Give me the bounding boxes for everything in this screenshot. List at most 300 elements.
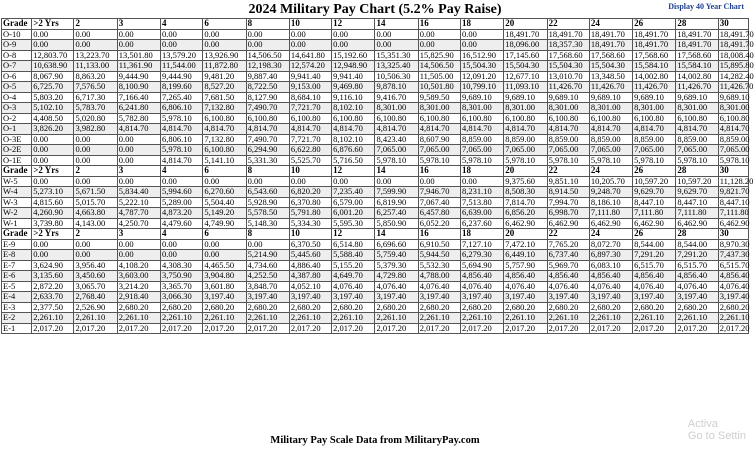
pay-cell: 2,017.20 bbox=[504, 323, 547, 334]
pay-cell: 2,017.20 bbox=[117, 323, 160, 334]
years-header: 18 bbox=[461, 229, 504, 240]
pay-cell: 0.00 bbox=[74, 176, 117, 187]
pay-cell: 6,100.80 bbox=[461, 113, 504, 124]
pay-cell: 5,757.90 bbox=[504, 260, 547, 271]
years-header: 12 bbox=[332, 166, 375, 177]
pay-row bbox=[2, 71, 749, 82]
pay-cell: 7,065.00 bbox=[633, 145, 676, 156]
pay-cell: 10,506.30 bbox=[375, 71, 418, 82]
pay-cell: 5,978.10 bbox=[375, 155, 418, 166]
pay-cell: 8,301.00 bbox=[719, 102, 750, 112]
pay-cell: 6,462.90 bbox=[719, 217, 750, 228]
pay-cell: 3,624.90 bbox=[32, 260, 74, 271]
pay-cell: 6,457.80 bbox=[418, 208, 460, 219]
years-header: 16 bbox=[418, 166, 460, 177]
pay-cell: 0.00 bbox=[332, 29, 375, 40]
pay-cell: 6,820.20 bbox=[289, 187, 331, 198]
pay-cell: 5,978.10 bbox=[418, 155, 460, 166]
pay-cell: 6,100.80 bbox=[418, 113, 460, 124]
pay-cell: 0.00 bbox=[461, 29, 504, 40]
pay-cell: 4,856.40 bbox=[589, 271, 632, 282]
pay-cell: 18,491.70 bbox=[719, 39, 754, 49]
pay-cell: 6,639.00 bbox=[461, 208, 504, 219]
pay-cell: 12,091.20 bbox=[461, 71, 504, 82]
pay-cell: 3,197.40 bbox=[633, 292, 676, 303]
pay-cell: 5,334.30 bbox=[289, 218, 331, 229]
pay-cell: 5,928.90 bbox=[246, 197, 289, 208]
pay-cell: 8,301.00 bbox=[547, 103, 589, 114]
pay-cell: 4,814.70 bbox=[161, 155, 203, 166]
pay-cell: 2,261.10 bbox=[504, 313, 547, 324]
years-header: 2 bbox=[74, 19, 117, 30]
pay-cell: 2,680.20 bbox=[289, 302, 331, 313]
pay-cell: 4,814.70 bbox=[375, 124, 418, 135]
grade-header: Grade bbox=[2, 19, 32, 30]
pay-cell: 9,248.70 bbox=[589, 187, 632, 198]
pay-cell: 0.00 bbox=[418, 29, 460, 40]
pay-cell: 5,671.50 bbox=[74, 187, 117, 198]
pay-cell: 6,515.70 bbox=[676, 260, 718, 271]
pay-cell: 5,978.10 bbox=[161, 145, 203, 156]
pay-cell: 0.00 bbox=[117, 145, 160, 156]
pay-row bbox=[2, 187, 749, 198]
years-header: 2 bbox=[74, 229, 117, 240]
pay-cell: 17,145.60 bbox=[504, 50, 547, 61]
pay-cell: 2,017.20 bbox=[375, 323, 418, 334]
years-header: 28 bbox=[676, 166, 718, 177]
pay-cell: 0.00 bbox=[32, 145, 74, 156]
pay-cell: 5,214.90 bbox=[246, 250, 289, 261]
pay-cell: 10,205.70 bbox=[589, 176, 632, 187]
pay-cell: 0.00 bbox=[246, 239, 289, 250]
pay-cell: 8,067.90 bbox=[32, 71, 74, 82]
years-header: 3 bbox=[117, 166, 160, 177]
grade-cell: W-3 bbox=[2, 197, 32, 208]
pay-cell: 3,197.40 bbox=[461, 292, 504, 303]
pay-cell: 4,076.40 bbox=[504, 281, 547, 292]
pay-row bbox=[2, 134, 749, 145]
pay-row bbox=[2, 281, 749, 292]
pay-cell: 9,153.00 bbox=[289, 82, 331, 93]
pay-cell: 0.00 bbox=[375, 40, 418, 51]
pay-cell: 3,197.40 bbox=[289, 292, 331, 303]
pay-cell: 4,856.40 bbox=[504, 271, 547, 282]
pay-cell: 7,065.00 bbox=[589, 145, 632, 156]
pay-cell: 15,504.30 bbox=[547, 61, 589, 72]
pay-cell: 7,513.80 bbox=[461, 197, 504, 208]
pay-cell: 6,052.20 bbox=[418, 218, 460, 229]
pay-cell: 2,680.20 bbox=[547, 302, 589, 313]
pay-cell: 4,076.40 bbox=[589, 281, 632, 292]
grade-cell: O-9 bbox=[2, 40, 32, 51]
pay-cell: 10,597.20 bbox=[633, 176, 676, 187]
pay-cell: 15,584.10 bbox=[633, 61, 676, 72]
pay-chart-table bbox=[1, 18, 754, 334]
pay-cell: 7,994.70 bbox=[547, 197, 589, 208]
pay-cell: 0.00 bbox=[289, 29, 331, 40]
pay-cell: 2,680.20 bbox=[676, 302, 718, 313]
pay-cell: 0.00 bbox=[246, 176, 289, 187]
pay-cell: 6,998.70 bbox=[547, 208, 589, 219]
grade-cell: W-5 bbox=[2, 176, 32, 187]
years-header: 26 bbox=[633, 166, 676, 177]
pay-row bbox=[2, 313, 749, 324]
pay-cell: 5,994.60 bbox=[161, 187, 203, 198]
pay-cell: 9,589.50 bbox=[418, 92, 460, 103]
pay-cell: 4,856.40 bbox=[719, 270, 750, 280]
pay-cell: 9,821.70 bbox=[719, 186, 750, 196]
pay-cell: 3,197.40 bbox=[589, 292, 632, 303]
pay-cell: 5,978.10 bbox=[676, 155, 718, 166]
pay-cell: 6,717.30 bbox=[74, 92, 117, 103]
pay-cell: 0.00 bbox=[117, 134, 160, 145]
pay-cell: 2,680.20 bbox=[203, 302, 246, 313]
pay-cell: 8,447.10 bbox=[719, 196, 750, 207]
pay-cell: 4,387.80 bbox=[289, 271, 331, 282]
pay-cell: 8,231.10 bbox=[461, 187, 504, 198]
pay-cell: 7,111.80 bbox=[719, 207, 749, 217]
years-header: 14 bbox=[375, 229, 418, 240]
pay-cell: 2,680.20 bbox=[375, 302, 418, 313]
pay-cell: 2,680.20 bbox=[504, 302, 547, 313]
pay-cell: 2,680.20 bbox=[418, 302, 460, 313]
pay-row bbox=[2, 197, 749, 208]
pay-cell: 2,261.10 bbox=[161, 313, 203, 324]
pay-cell: 0.00 bbox=[203, 29, 246, 40]
pay-cell: 7,065.00 bbox=[461, 145, 504, 156]
pay-cell: 5,791.80 bbox=[289, 208, 331, 219]
pay-cell: 3,750.90 bbox=[161, 271, 203, 282]
pay-cell: 2,680.20 bbox=[461, 302, 504, 313]
years-header: >2 Yrs bbox=[32, 19, 74, 30]
pay-cell: 0.00 bbox=[117, 29, 160, 40]
pay-cell: 0.00 bbox=[332, 176, 375, 187]
pay-cell: 10,799.10 bbox=[461, 82, 504, 93]
pay-cell: 6,696.60 bbox=[375, 239, 418, 250]
pay-cell: 6,100.80 bbox=[375, 113, 418, 124]
pay-cell: 12,198.30 bbox=[246, 61, 289, 72]
pay-cell: 18,491.70 bbox=[633, 29, 676, 40]
pay-cell: 6,514.80 bbox=[332, 239, 375, 250]
pay-cell: 8,102.10 bbox=[332, 103, 375, 114]
pay-cell: 5,331.30 bbox=[246, 155, 289, 166]
pay-cell: 5,716.50 bbox=[332, 155, 375, 166]
pay-cell: 9,689.10 bbox=[589, 92, 632, 103]
pay-cell: 8,970.30 bbox=[719, 238, 750, 249]
pay-cell: 5,944.50 bbox=[418, 250, 460, 261]
pay-cell: 16,512.90 bbox=[461, 50, 504, 61]
grade-cell: W-1 bbox=[2, 218, 32, 229]
pay-cell: 0.00 bbox=[375, 176, 418, 187]
pay-cell: 6,856.20 bbox=[504, 208, 547, 219]
pay-cell: 6,462.90 bbox=[633, 218, 676, 229]
pay-cell: 6,370.50 bbox=[289, 239, 331, 250]
grade-cell: O-7 bbox=[2, 61, 32, 72]
pay-cell: 4,886.40 bbox=[289, 260, 331, 271]
pay-cell: 2,017.20 bbox=[547, 323, 589, 334]
pay-cell: 4,729.80 bbox=[375, 271, 418, 282]
pay-row bbox=[2, 250, 749, 261]
pay-cell: 3,197.40 bbox=[418, 292, 460, 303]
display-40-year-chart-link[interactable]: Display 40 Year Chart bbox=[668, 2, 744, 11]
pay-cell: 5,803.20 bbox=[32, 92, 74, 103]
pay-cell: 4,814.70 bbox=[289, 124, 331, 135]
pay-cell: 4,076.40 bbox=[418, 281, 460, 292]
pay-cell: 5,273.10 bbox=[32, 187, 74, 198]
grade-cell: O-2 bbox=[2, 113, 32, 124]
pay-cell: 2,261.10 bbox=[289, 313, 331, 324]
pay-cell: 4,479.60 bbox=[161, 218, 203, 229]
pay-cell: 18,096.00 bbox=[504, 40, 547, 51]
pay-cell: 2,017.20 bbox=[32, 323, 74, 334]
pay-cell: 0.00 bbox=[32, 250, 74, 261]
pay-cell: 3,197.40 bbox=[547, 292, 589, 303]
pay-cell: 4,814.70 bbox=[547, 124, 589, 135]
pay-cell: 5,782.80 bbox=[117, 113, 160, 124]
pay-row bbox=[2, 239, 749, 250]
pay-cell: 7,065.00 bbox=[375, 145, 418, 156]
pay-cell: 11,872.80 bbox=[203, 61, 246, 72]
years-header: 22 bbox=[547, 229, 589, 240]
pay-cell: 17,568.60 bbox=[633, 50, 676, 61]
pay-cell: 4,260.90 bbox=[32, 208, 74, 219]
pay-cell: 0.00 bbox=[32, 176, 74, 187]
pay-cell: 12,677.10 bbox=[504, 71, 547, 82]
grade-cell: E-9 bbox=[2, 239, 32, 250]
grade-cell: O-3E bbox=[2, 134, 32, 145]
pay-cell: 7,599.90 bbox=[375, 187, 418, 198]
pay-cell: 3,982.80 bbox=[74, 124, 117, 135]
section-header-row bbox=[2, 166, 749, 177]
pay-cell: 8,301.00 bbox=[676, 103, 718, 114]
pay-cell: 6,806.10 bbox=[161, 134, 203, 145]
pay-cell: 4,787.70 bbox=[117, 208, 160, 219]
years-header: 30 bbox=[718, 166, 748, 177]
pay-cell: 6,737.40 bbox=[547, 250, 589, 261]
years-header: 6 bbox=[203, 19, 246, 30]
pay-cell: 12,803.70 bbox=[32, 50, 74, 61]
pay-cell: 6,543.60 bbox=[246, 187, 289, 198]
pay-cell: 4,856.40 bbox=[547, 271, 589, 282]
pay-cell: 11,093.10 bbox=[504, 82, 547, 93]
years-header: 10 bbox=[289, 166, 331, 177]
pay-cell: 2,261.10 bbox=[117, 313, 160, 324]
pay-cell: 6,725.70 bbox=[32, 82, 74, 93]
pay-cell: 2,680.20 bbox=[246, 302, 289, 313]
pay-cell: 4,076.40 bbox=[633, 281, 676, 292]
years-header: 18 bbox=[461, 166, 504, 177]
pay-cell: 0.00 bbox=[117, 155, 160, 166]
pay-cell: 2,768.40 bbox=[74, 292, 117, 303]
pay-cell: 6,515.70 bbox=[719, 259, 750, 270]
pay-cell: 18,491.70 bbox=[589, 40, 632, 51]
grade-cell: W-2 bbox=[2, 208, 32, 219]
pay-cell: 10,501.80 bbox=[418, 82, 460, 93]
years-header: 12 bbox=[332, 19, 375, 30]
pay-cell: 3,603.00 bbox=[117, 271, 160, 282]
years-header: >2 Yrs bbox=[32, 166, 74, 177]
pay-cell: 8,859.00 bbox=[719, 133, 750, 144]
pay-row bbox=[2, 176, 749, 187]
pay-cell: 18,491.70 bbox=[504, 29, 547, 40]
pay-cell: 18,491.70 bbox=[589, 29, 632, 40]
pay-cell: 2,872.20 bbox=[32, 281, 74, 292]
pay-cell: 8,072.70 bbox=[589, 239, 632, 250]
pay-cell: 17,568.60 bbox=[589, 50, 632, 61]
pay-cell: 5,978.10 bbox=[161, 113, 203, 124]
pay-cell: 8,423.40 bbox=[375, 134, 418, 145]
pay-cell: 4,814.70 bbox=[461, 124, 504, 135]
pay-cell: 6,462.90 bbox=[676, 218, 718, 229]
pay-cell: 9,689.10 bbox=[719, 91, 750, 102]
pay-cell: 7,490.70 bbox=[246, 134, 289, 145]
pay-cell: 4,814.70 bbox=[633, 124, 676, 135]
pay-cell: 5,978.10 bbox=[504, 155, 547, 166]
pay-cell: 2,261.10 bbox=[74, 313, 117, 324]
pay-cell: 4,143.00 bbox=[74, 218, 117, 229]
pay-cell: 7,721.70 bbox=[289, 103, 331, 114]
pay-row bbox=[2, 218, 749, 229]
source-footer: Military Pay Scale Data from MilitaryPay.com bbox=[270, 435, 480, 446]
pay-cell: 6,100.80 bbox=[246, 113, 289, 124]
pay-cell: 4,308.30 bbox=[161, 260, 203, 271]
pay-cell: 5,978.10 bbox=[589, 155, 632, 166]
pay-cell: 4,465.50 bbox=[203, 260, 246, 271]
pay-cell: 0.00 bbox=[74, 134, 117, 145]
pay-cell: 0.00 bbox=[74, 155, 117, 166]
pay-cell: 2,017.20 bbox=[633, 323, 676, 334]
pay-cell: 3,197.40 bbox=[504, 292, 547, 303]
pay-cell: 6,100.80 bbox=[203, 145, 246, 156]
years-header: 8 bbox=[246, 229, 289, 240]
section-header-row bbox=[2, 19, 749, 30]
pay-row bbox=[2, 92, 749, 103]
pay-cell: 2,017.20 bbox=[203, 323, 246, 334]
years-header: 24 bbox=[589, 229, 632, 240]
pay-cell: 7,721.70 bbox=[289, 134, 331, 145]
pay-cell: 14,282.40 bbox=[719, 70, 754, 81]
pay-cell: 6,001.20 bbox=[332, 208, 375, 219]
years-header: 14 bbox=[375, 19, 418, 30]
pay-cell: 5,850.90 bbox=[375, 218, 418, 229]
pay-cell: 0.00 bbox=[418, 176, 460, 187]
pay-cell: 8,301.00 bbox=[504, 103, 547, 114]
pay-cell: 0.00 bbox=[117, 250, 160, 261]
years-header: 26 bbox=[633, 19, 676, 30]
pay-cell: 7,065.00 bbox=[418, 145, 460, 156]
pay-cell: 6,241.80 bbox=[117, 103, 160, 114]
pay-cell: 2,261.10 bbox=[547, 313, 589, 324]
pay-cell: 6,279.30 bbox=[461, 250, 504, 261]
years-header: 4 bbox=[161, 19, 203, 30]
pay-cell: 7,132.80 bbox=[203, 103, 246, 114]
pay-cell: 11,426.70 bbox=[719, 81, 754, 91]
pay-cell: 2,261.10 bbox=[32, 313, 74, 324]
years-header: 3 bbox=[117, 229, 160, 240]
pay-row bbox=[2, 40, 749, 51]
pay-cell: 5,978.10 bbox=[461, 155, 504, 166]
pay-cell: 12,948.90 bbox=[332, 61, 375, 72]
pay-cell: 6,100.80 bbox=[289, 113, 331, 124]
pay-cell: 7,111.80 bbox=[633, 208, 676, 219]
pay-cell: 9,941.40 bbox=[332, 71, 375, 82]
pay-row bbox=[2, 61, 749, 72]
pay-cell: 9,629.70 bbox=[676, 187, 718, 198]
pay-cell: 6,100.80 bbox=[547, 113, 589, 124]
pay-cell: 4,814.70 bbox=[589, 124, 632, 135]
pay-cell: 8,447.10 bbox=[633, 197, 676, 208]
pay-cell: 5,222.10 bbox=[117, 197, 160, 208]
pay-cell: 7,111.80 bbox=[676, 208, 718, 219]
pay-cell: 4,814.70 bbox=[719, 123, 750, 133]
pay-cell: 6,100.80 bbox=[633, 113, 676, 124]
pay-cell: 2,261.10 bbox=[676, 313, 718, 324]
pay-cell: 4,076.40 bbox=[547, 281, 589, 292]
pay-cell: 8,684.10 bbox=[289, 92, 331, 103]
pay-cell: 7,814.70 bbox=[504, 197, 547, 208]
grade-cell: O-1E bbox=[2, 155, 32, 166]
pay-cell: 2,680.20 bbox=[633, 302, 676, 313]
pay-cell: 2,633.70 bbox=[32, 292, 74, 303]
pay-cell: 8,914.50 bbox=[547, 187, 589, 198]
pay-cell: 6,579.00 bbox=[332, 197, 375, 208]
pay-cell: 9,941.40 bbox=[289, 71, 331, 82]
pay-cell: 2,261.10 bbox=[375, 313, 418, 324]
pay-cell: 11,128.20 bbox=[719, 175, 754, 186]
pay-row bbox=[2, 302, 749, 313]
pay-cell: 8,100.90 bbox=[117, 82, 160, 93]
pay-row bbox=[2, 145, 749, 156]
pay-cell: 8,527.20 bbox=[203, 82, 246, 93]
years-header: 3 bbox=[117, 19, 160, 30]
pay-cell: 0.00 bbox=[289, 40, 331, 51]
pay-cell: 8,508.30 bbox=[504, 187, 547, 198]
grade-cell: E-1 bbox=[2, 323, 32, 334]
pay-cell: 0.00 bbox=[246, 29, 289, 40]
pay-cell: 5,978.10 bbox=[719, 154, 750, 165]
pay-cell: 5,532.30 bbox=[418, 260, 460, 271]
pay-cell: 0.00 bbox=[203, 239, 246, 250]
pay-cell: 5,588.40 bbox=[332, 250, 375, 261]
pay-cell: 5,978.10 bbox=[633, 155, 676, 166]
pay-row bbox=[2, 260, 749, 271]
pay-cell: 0.00 bbox=[32, 155, 74, 166]
watermark-line: Activa bbox=[687, 418, 718, 430]
grade-cell: O-1 bbox=[2, 124, 32, 135]
pay-cell: 4,856.40 bbox=[676, 271, 718, 282]
pay-cell: 2,680.20 bbox=[161, 302, 203, 313]
pay-cell: 5,525.70 bbox=[289, 155, 331, 166]
pay-cell: 0.00 bbox=[203, 40, 246, 51]
pay-cell: 0.00 bbox=[32, 134, 74, 145]
years-header: 20 bbox=[504, 19, 547, 30]
pay-cell: 18,491.70 bbox=[547, 29, 589, 40]
pay-cell: 2,017.20 bbox=[676, 323, 718, 334]
pay-cell: 2,526.90 bbox=[74, 302, 117, 313]
years-header: >2 Yrs bbox=[32, 229, 74, 240]
pay-cell: 6,100.80 bbox=[203, 113, 246, 124]
pay-cell: 17,568.60 bbox=[547, 50, 589, 61]
pay-cell: 9,416.70 bbox=[375, 92, 418, 103]
pay-cell: 3,135.60 bbox=[32, 271, 74, 282]
years-header: 30 bbox=[718, 229, 748, 240]
pay-cell: 15,504.30 bbox=[589, 61, 632, 72]
pay-cell: 4,815.60 bbox=[32, 197, 74, 208]
pay-cell: 2,017.20 bbox=[161, 323, 203, 334]
pay-cell: 15,504.30 bbox=[504, 61, 547, 72]
pay-cell: 0.00 bbox=[161, 40, 203, 51]
pay-cell: 0.00 bbox=[74, 29, 117, 40]
